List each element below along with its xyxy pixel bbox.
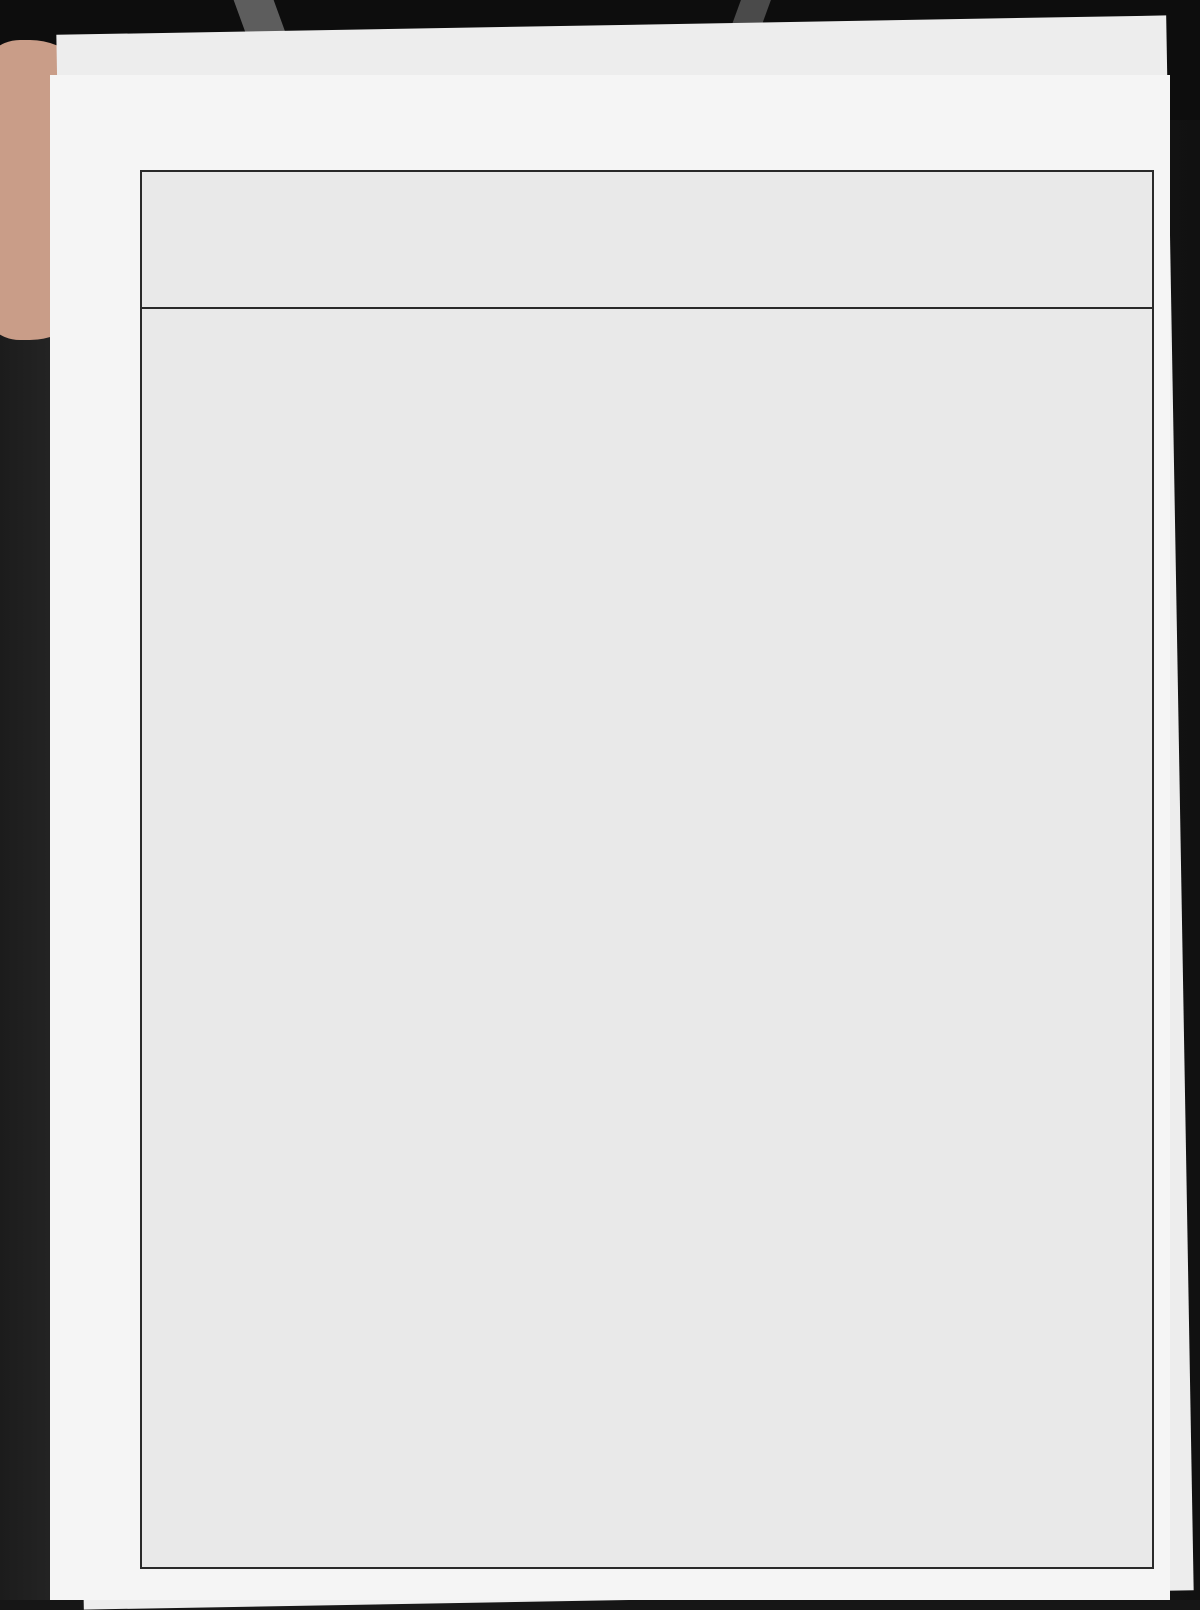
rechnung-row (142, 1512, 1152, 1567)
damage-header (142, 172, 1152, 309)
service-history-table (140, 170, 1154, 1569)
